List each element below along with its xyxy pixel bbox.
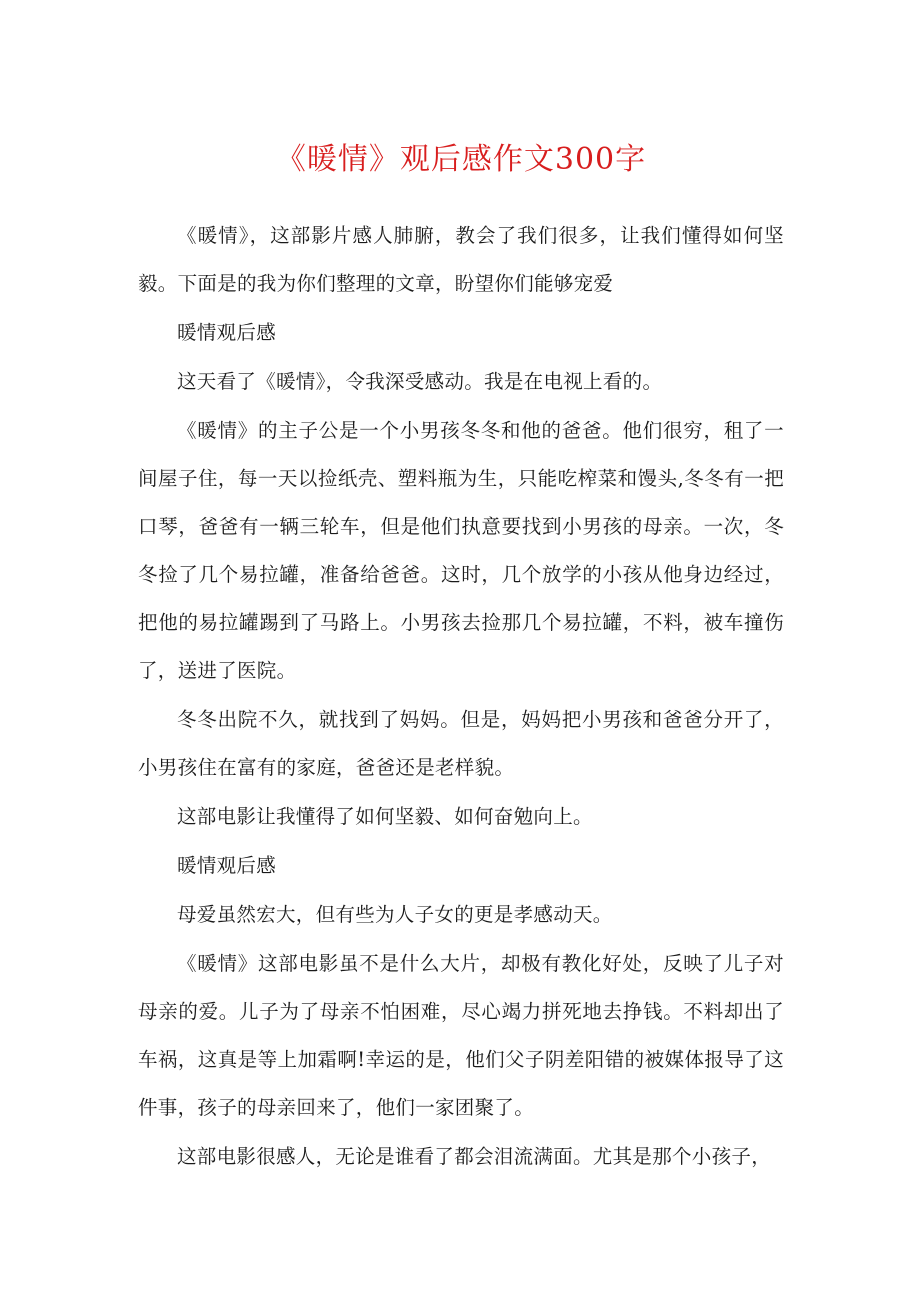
paragraph: 《暖情》这部电影虽不是什么大片，却极有教化好处，反映了儿子对母亲的爱。儿子为了母亲不怕困难，尽心竭力拼死地去挣钱。不料却出了车祸，这真是等上加霜啊!幸运的是，他们父子阴差阳错的被媒体报导了这件事，孩子的母亲回来了，他们一家团聚了。	[138, 952, 784, 1119]
section-heading-1: 暖情观后感	[177, 321, 277, 344]
section-heading-2: 暖情观后感	[177, 854, 277, 877]
paragraph: 冬冬出院不久，就找到了妈妈。但是，妈妈把小男孩和爸爸分开了，小男孩住在富有的家庭，爸爸还是老样貌。	[138, 708, 784, 779]
paragraph: 这部电影让我懂得了如何坚毅、如何奋勉向上。	[177, 805, 593, 828]
intro-paragraph: 《暖情》，这部影片感人肺腑，教会了我们很多，让我们懂得如何坚毅。下面是的我为你们整理的文章，盼望你们能够宠爱	[138, 224, 784, 295]
paragraph: 母爱虽然宏大，但有些为人子女的更是孝感动天。	[177, 903, 613, 926]
paragraph: 这部电影很感人，无论是谁看了都会泪流满面。尤其是那个小孩子，	[177, 1145, 772, 1168]
document-title: 《暖情》观后感作文300字	[275, 142, 647, 177]
paragraph: 《暖情》的主子公是一个小男孩冬冬和他的爸爸。他们很穷，租了一间屋子住，每一天以捡纸壳、塑料瓶为生，只能吃榨菜和馒头,冬冬有一把口琴，爸爸有一辆三轮车，但是他们执意要找到小男孩的母亲。一次，冬冬捡了几个易拉罐，准备给爸爸。这时，几个放学的小孩从他身边经过，把他的易拉罐踢到了马路上。小男孩去捡那几个易拉罐，不料，被车撞伤了，送进了医院。	[138, 419, 784, 682]
paragraph: 这天看了《暖情》，令我深受感动。我是在电视上看的。	[177, 370, 663, 393]
